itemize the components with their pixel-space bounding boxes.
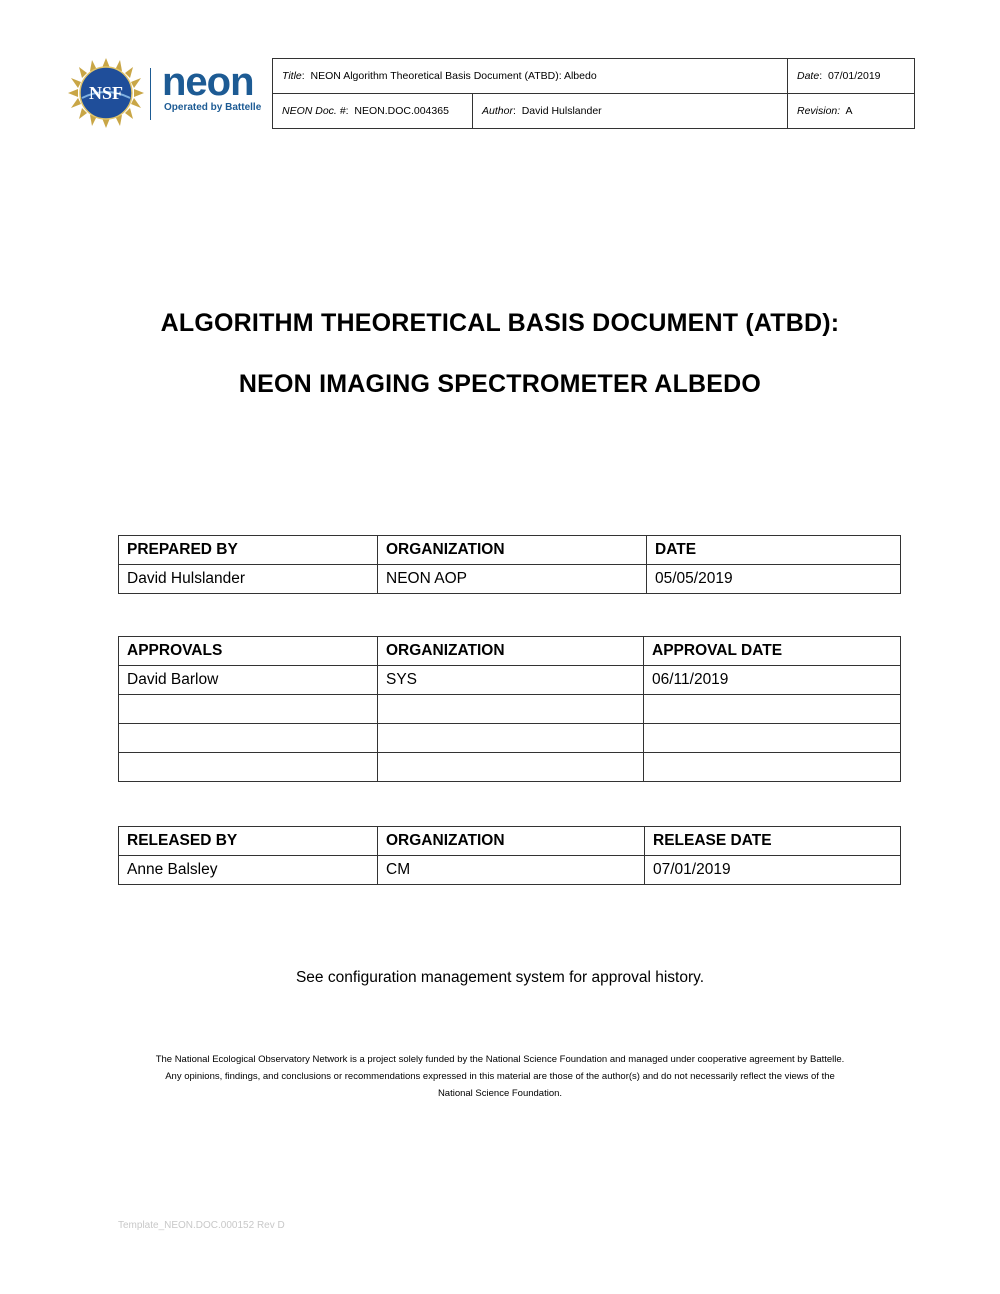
header-doc-label: NEON Doc. # (282, 105, 346, 117)
table-cell (378, 753, 644, 782)
header-author-value: David Hulslander (521, 105, 602, 117)
table-cell (119, 753, 378, 782)
column-header: ORGANIZATION (378, 536, 647, 565)
neon-logo-word: neon (162, 60, 254, 104)
table-row (119, 666, 901, 695)
column-header: DATE (647, 536, 901, 565)
table-header-row (119, 827, 901, 856)
table-row (119, 856, 901, 885)
column-header: RELEASED BY (119, 827, 378, 856)
approval-history-note: See configuration management system for approval history. (295, 969, 705, 986)
neon-logo (160, 60, 270, 120)
document-header-table (272, 58, 915, 129)
funding-disclaimer (100, 1051, 900, 1102)
header-title-value: NEON Algorithm Theoretical Basis Document (ATBD): Albedo (310, 70, 597, 82)
table-header-row (119, 637, 901, 666)
header-author-cell: Author: David Hulslander (473, 94, 788, 129)
prepared-by-table (118, 535, 901, 594)
table-cell: 05/05/2019 (647, 565, 901, 594)
table-row (119, 724, 901, 753)
released-by-table (118, 826, 901, 885)
document-title-line1: ALGORITHM THEORETICAL BASIS DOCUMENT (ATBD): (160, 309, 840, 337)
header-revision-cell (788, 94, 915, 129)
disclaimer-line: Any opinions, findings, and conclusions or recommendations expressed in this material are those of the author(s) and do not necessarily reflect the views of the (165, 1071, 835, 1082)
column-header: PREPARED BY (119, 536, 378, 565)
header-title-cell: Title: NEON Algorithm Theoretical Basis Document (ATBD): Albedo (273, 59, 788, 94)
column-header: APPROVALS (119, 637, 378, 666)
neon-logo-subtitle: Operated by Battelle (164, 102, 262, 113)
table-row (119, 565, 901, 594)
nsf-logo-text: NSF (88, 83, 124, 103)
nsf-logo (68, 58, 144, 128)
table-cell (119, 695, 378, 724)
disclaimer-line: National Science Foundation. (437, 1088, 563, 1099)
header-revision-label: Revision: (797, 105, 841, 117)
table-cell: NEON AOP (378, 565, 647, 594)
logo-divider (150, 68, 151, 120)
column-header: RELEASE DATE (645, 827, 901, 856)
table-cell: David Barlow (119, 666, 378, 695)
table-cell (119, 724, 378, 753)
header-revision-value: A (845, 105, 853, 117)
table-cell (644, 753, 901, 782)
table-row (119, 753, 901, 782)
header-doc-cell: NEON Doc. #: NEON.DOC.004365 (273, 94, 473, 129)
header-date-label: Date (797, 70, 820, 82)
column-header: APPROVAL DATE (644, 637, 901, 666)
table-cell (644, 724, 901, 753)
table-cell: SYS (378, 666, 644, 695)
disclaimer-line: The National Ecological Observatory Network is a project solely funded by the National Science Foundation and managed under cooperative agreement by Battelle. (155, 1054, 845, 1065)
table-cell: 06/11/2019 (644, 666, 901, 695)
table-row (119, 695, 901, 724)
table-cell: David Hulslander (119, 565, 378, 594)
header-title-label: Title (282, 70, 302, 82)
table-cell (378, 695, 644, 724)
column-header: ORGANIZATION (378, 827, 645, 856)
approvals-table (118, 636, 901, 782)
template-footer: Template_NEON.DOC.000152 Rev D (118, 1220, 285, 1231)
table-cell: Anne Balsley (119, 856, 378, 885)
table-cell (378, 724, 644, 753)
header-date-cell: Date: 07/01/2019 (788, 59, 915, 94)
table-header-row (119, 536, 901, 565)
header-doc-value: NEON.DOC.004365 (354, 105, 449, 117)
table-cell: 07/01/2019 (645, 856, 901, 885)
table-cell (644, 695, 901, 724)
header-author-label: Author (482, 105, 513, 117)
table-cell: CM (378, 856, 645, 885)
column-header: ORGANIZATION (378, 637, 644, 666)
header-date-value: 07/01/2019 (827, 70, 881, 82)
document-title-line2: NEON IMAGING SPECTROMETER ALBEDO (238, 370, 762, 398)
